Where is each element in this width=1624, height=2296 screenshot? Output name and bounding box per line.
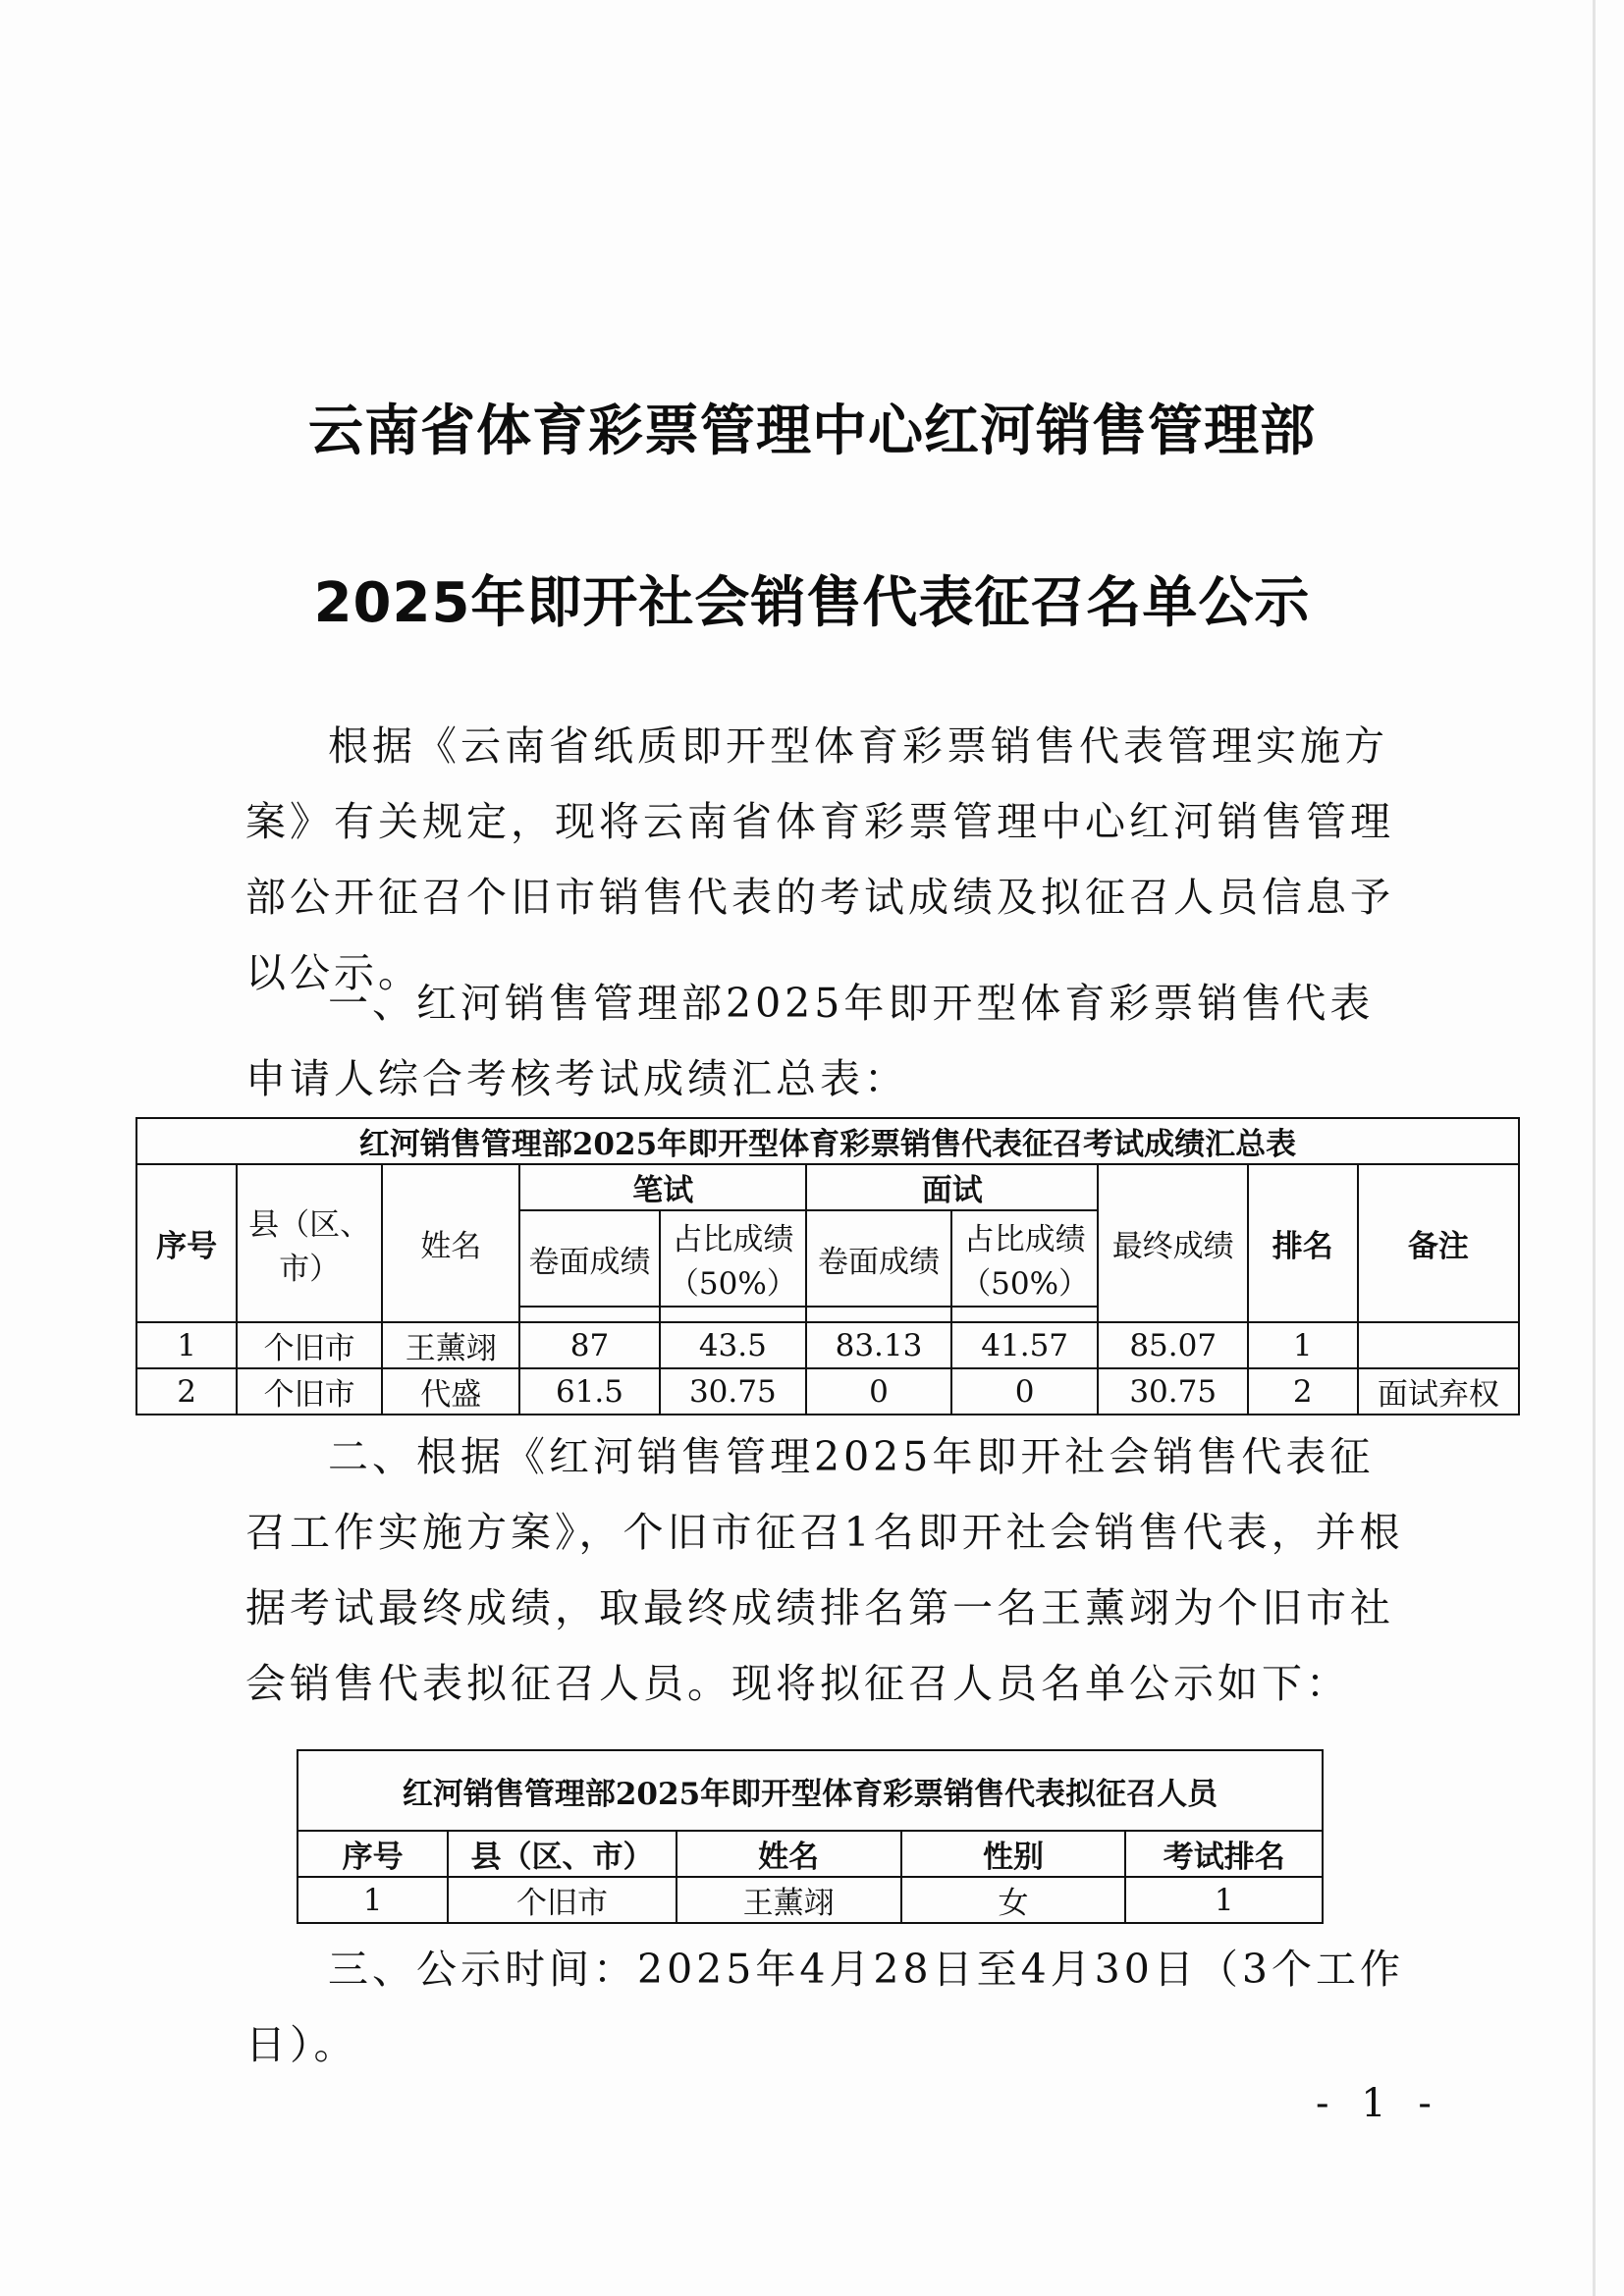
header-seq: 序号 — [136, 1164, 237, 1322]
table-row — [136, 1322, 1519, 1368]
header-gap — [519, 1307, 659, 1322]
score-summary-table — [135, 1117, 1520, 1415]
header-written: 笔试 — [519, 1164, 806, 1210]
cell-interview-paper: 0 — [806, 1368, 951, 1415]
cell-seq: 1 — [136, 1322, 237, 1368]
cell-interview-weighted: 0 — [951, 1368, 1099, 1415]
header-exam-rank: 考试排名 — [1125, 1831, 1323, 1877]
cell-gender: 女 — [901, 1877, 1126, 1923]
cell-exam-rank: 1 — [1125, 1877, 1323, 1923]
cell-remark — [1358, 1322, 1519, 1368]
header-written-paper: 卷面成绩 — [519, 1210, 659, 1307]
table1-caption: 红河销售管理部2025年即开型体育彩票销售代表征召考试成绩汇总表 — [136, 1118, 1519, 1164]
table-row — [136, 1368, 1519, 1415]
header-gender: 性别 — [901, 1831, 1126, 1877]
header-name: 姓名 — [382, 1164, 519, 1322]
cell-rank: 1 — [1248, 1322, 1358, 1368]
candidate-table — [297, 1749, 1324, 1924]
table2-caption: 红河销售管理部2025年即开型体育彩票销售代表拟征召人员 — [298, 1750, 1323, 1831]
document-title-line2: 2025年即开社会销售代表征召名单公示 — [313, 571, 1311, 635]
cell-interview-weighted: 41.57 — [951, 1322, 1099, 1368]
cell-final: 85.07 — [1098, 1322, 1248, 1368]
cell-name: 王薰翊 — [382, 1322, 519, 1368]
cell-seq: 1 — [298, 1877, 448, 1923]
header-county: 县（区、市） — [237, 1164, 382, 1322]
cell-written-paper: 87 — [519, 1322, 659, 1368]
table-row — [298, 1877, 1323, 1923]
cell-name: 王薰翊 — [677, 1877, 901, 1923]
header-interview-weighted: 占比成绩（50%） — [951, 1210, 1099, 1307]
header-county: 县（区、市） — [448, 1831, 676, 1877]
header-name: 姓名 — [677, 1831, 901, 1877]
cell-written-weighted: 43.5 — [660, 1322, 807, 1368]
section3-paragraph: 三、公示时间：2025年4月28日至4月30日（3个工作日）。 — [245, 1946, 1404, 2068]
cell-seq: 2 — [136, 1368, 237, 1415]
header-gap — [806, 1307, 951, 1322]
cell-written-weighted: 30.75 — [660, 1368, 807, 1415]
header-interview: 面试 — [806, 1164, 1098, 1210]
header-seq: 序号 — [298, 1831, 448, 1877]
page-number: - 1 - — [1316, 2081, 1441, 2126]
header-written-weighted: 占比成绩（50%） — [660, 1210, 807, 1307]
cell-interview-paper: 83.13 — [806, 1322, 951, 1368]
cell-remark: 面试弃权 — [1358, 1368, 1519, 1415]
section2-paragraph: 二、根据《红河销售管理2025年即开社会销售代表征召工作实施方案》，个旧市征召1名即开社会销售代表，并根据考试最终成绩，取最终成绩排名第一名王薰翊为个旧市社会销售代表拟征召人员。现将拟征召人员名单公示如下： — [245, 1433, 1404, 1707]
cell-name: 代盛 — [382, 1368, 519, 1415]
cell-final: 30.75 — [1098, 1368, 1248, 1415]
header-final: 最终成绩 — [1098, 1164, 1248, 1322]
header-interview-paper: 卷面成绩 — [806, 1210, 951, 1307]
cell-county: 个旧市 — [237, 1368, 382, 1415]
section1-paragraph: 一、红河销售管理部2025年即开型体育彩票销售代表申请人综合考核考试成绩汇总表： — [245, 980, 1375, 1102]
cell-written-paper: 61.5 — [519, 1368, 659, 1415]
page-edge — [1593, 0, 1596, 2296]
cell-rank: 2 — [1248, 1368, 1358, 1415]
header-remark: 备注 — [1358, 1164, 1519, 1322]
header-gap — [660, 1307, 807, 1322]
cell-county: 个旧市 — [448, 1877, 676, 1923]
header-gap — [951, 1307, 1099, 1322]
intro-paragraph: 根据《云南省纸质即开型体育彩票销售代表管理实施方案》有关规定，现将云南省体育彩票管理中心红河销售管理部公开征召个旧市销售代表的考试成绩及拟征召人员信息予以公示。 — [245, 722, 1394, 996]
cell-county: 个旧市 — [237, 1322, 382, 1368]
document-title-line1: 云南省体育彩票管理中心红河销售管理部 — [308, 400, 1316, 463]
header-rank: 排名 — [1248, 1164, 1358, 1322]
